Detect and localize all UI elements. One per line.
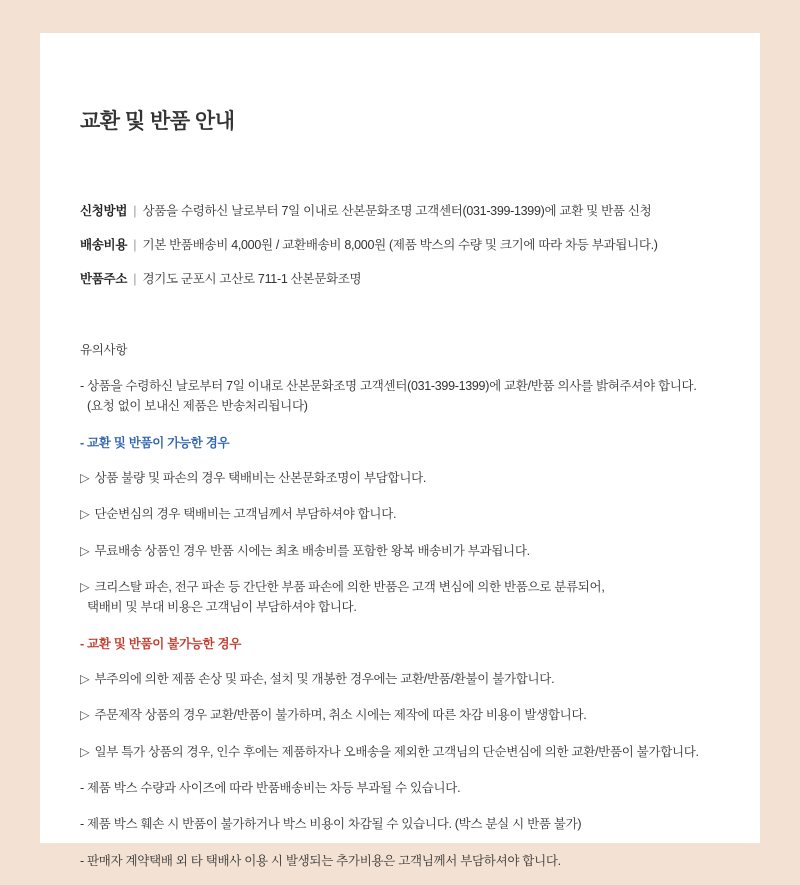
list-item: - 제품 박스 수량과 사이즈에 따라 반품배송비는 차등 부과될 수 있습니다.: [80, 781, 461, 795]
triangle-marker-icon: ▷: [80, 708, 90, 723]
summary-row: [80, 202, 720, 221]
list-item: [80, 743, 720, 762]
list-item: [80, 670, 720, 689]
section-title-exchange-impossible: - 교환 및 반품이 불가능한 경우: [80, 636, 242, 651]
triangle-marker-icon: ▷: [80, 507, 90, 522]
list-item: [80, 469, 720, 488]
list-item: - 판매자 계약택배 외 타 택배사 이용 시 발생되는 추가비용은 고객님께서 부담하셔야 합니다.: [80, 853, 561, 868]
notice-intro-line1: - 상품을 수령하신 날로부터 7일 이내로 산본문화조명 고객센터(031-399-1399)에 교환/반품 의사를 밝혀주셔야 합니다.: [80, 379, 697, 394]
section-title-exchange-possible: - 교환 및 반품이 가능한 경우: [80, 436, 230, 450]
summary-label: 배송비용: [80, 237, 128, 252]
list-item-text: 크리스탈 파손, 전구 파손 등 간단한 부품 파손에 의한 반품은 고객 변심에 의한 반품으로 분류되어,: [94, 580, 605, 595]
notice-intro: [80, 377, 720, 416]
list-item-text: 일부 특가 상품의 경우, 인수 후에는 제품하자나 오배송을 제외한 고객님의 단순변심에 의한 교환/반품이 불가합니다.: [94, 744, 699, 759]
document-card: [40, 33, 760, 868]
document-body: [40, 33, 760, 871]
list-item-text: 부주의에 의한 제품 손상 및 파손, 설치 및 개봉한 경우에는 교환/반품/환불이 불가합니다.: [94, 671, 555, 686]
notice-block: [80, 340, 720, 871]
summary-separator: |: [133, 271, 137, 286]
list-item-text-cont: 택배비 및 부대 비용은 고객님이 부담하셔야 합니다.: [87, 599, 357, 614]
summary-value: 경기도 군포시 고산로 711-1 산본문화조명: [142, 271, 362, 286]
summary-value: 상품을 수령하신 날로부터 7일 이내로 산본문화조명 고객센터(031-399-1399)에 교환 및 반품 신청: [142, 204, 652, 218]
notice-heading: 유의사항: [80, 343, 128, 358]
summary-row: [80, 270, 720, 289]
summary-label: 신청방법: [80, 204, 128, 218]
list-item: [80, 578, 720, 617]
triangle-marker-icon: ▷: [80, 543, 90, 558]
notice-intro-line2: (요청 없이 보내신 제품은 반송처리됩니다): [87, 398, 308, 413]
list-item: [80, 542, 720, 561]
summary-value: 기본 반품배송비 4,000원 / 교환배송비 8,000원 (제품 박스의 수량 및 크기에 따라 차등 부과됩니다.): [142, 237, 658, 252]
triangle-marker-icon: ▷: [80, 471, 90, 485]
list-item-text: 주문제작 상품의 경우 교환/반품이 불가하며, 취소 시에는 제작에 따른 차감 비용이 발생합니다.: [94, 708, 587, 723]
list-item-text: 단순변심의 경우 택배비는 고객님께서 부담하셔야 합니다.: [94, 507, 397, 522]
summary-separator: |: [133, 204, 137, 218]
list-item: - 제품 박스 훼손 시 반품이 불가하거나 박스 비용이 차감될 수 있습니다. (박스 분실 시 반품 불가): [80, 817, 582, 832]
summary-row: [80, 236, 720, 255]
page-title: 교환 및 반품 안내: [80, 110, 235, 133]
summary-label: 반품주소: [80, 271, 128, 286]
list-item-text: 무료배송 상품인 경우 반품 시에는 최초 배송비를 포함한 왕복 배송비가 부과됩니다.: [94, 543, 530, 558]
summary-separator: |: [133, 237, 137, 252]
summary-block: [80, 202, 720, 288]
triangle-marker-icon: ▷: [80, 744, 90, 759]
triangle-marker-icon: ▷: [80, 671, 90, 686]
list-item-text: 상품 불량 및 파손의 경우 택배비는 산본문화조명이 부담합니다.: [94, 471, 427, 485]
list-item: [80, 505, 720, 524]
triangle-marker-icon: ▷: [80, 580, 90, 595]
list-item: [80, 706, 720, 725]
